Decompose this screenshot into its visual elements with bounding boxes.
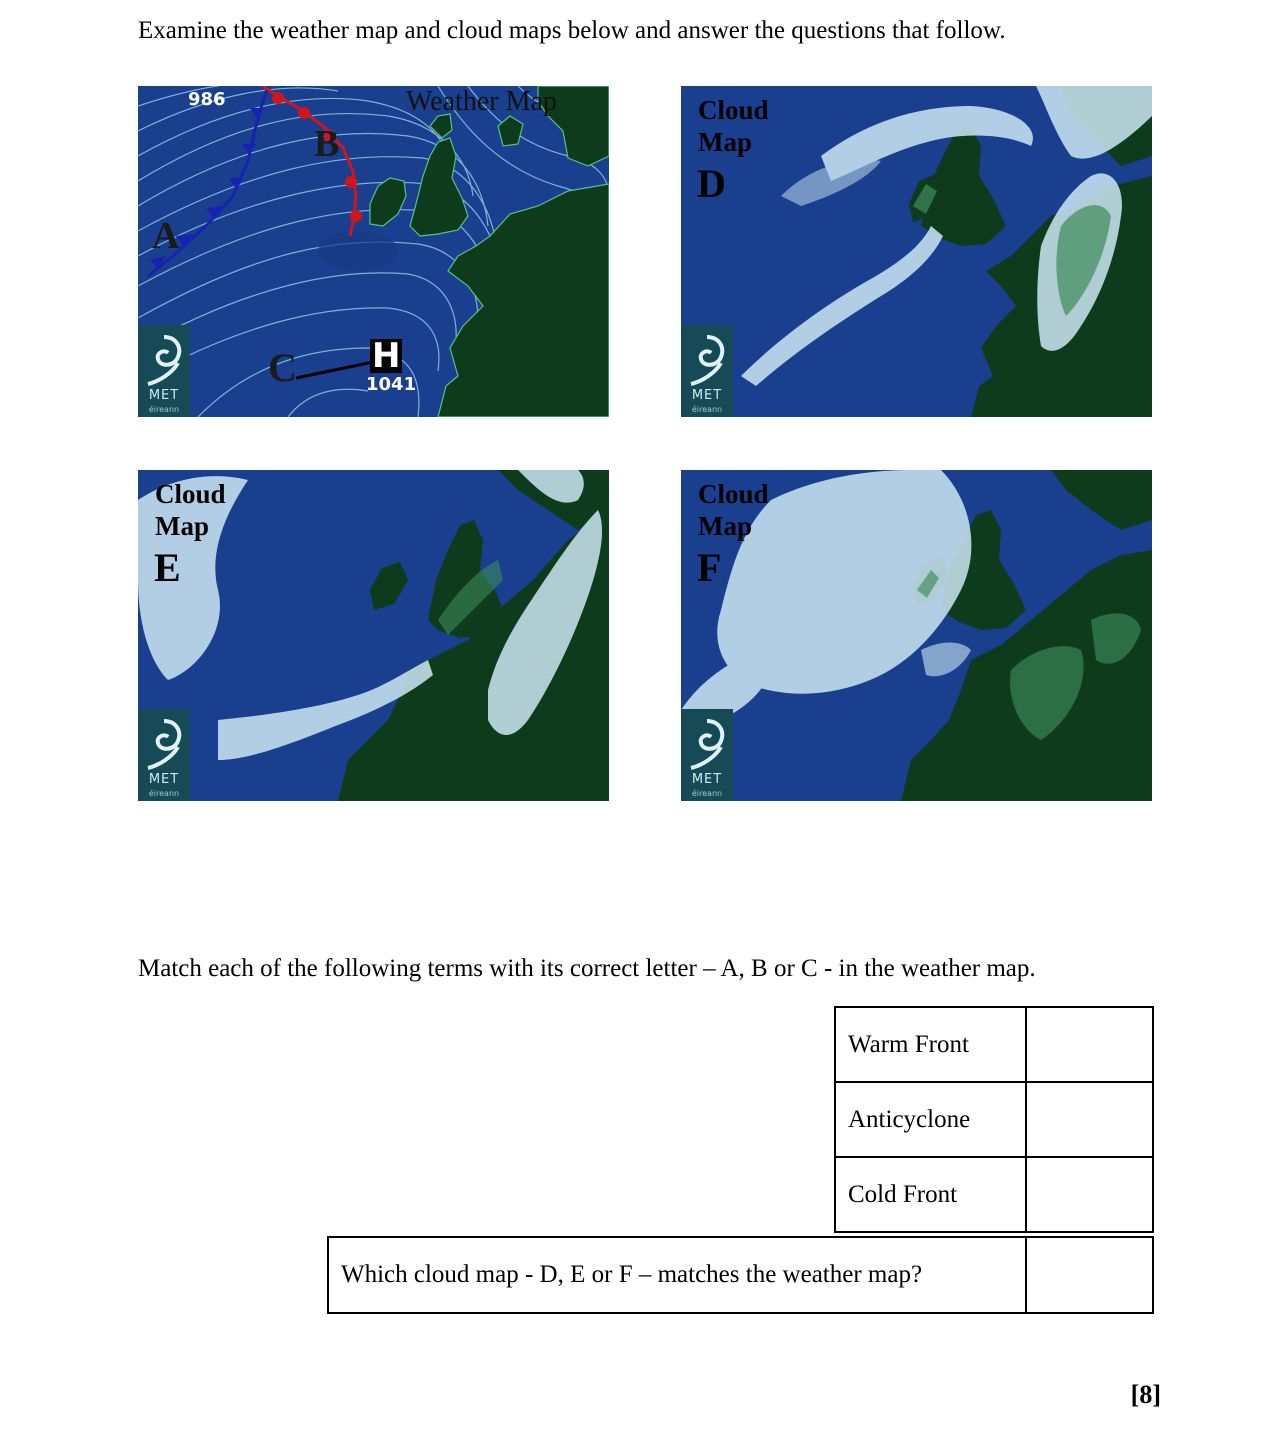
question-table <box>327 1236 1154 1314</box>
logo-text: MET <box>691 388 723 403</box>
swirl-icon <box>138 713 190 773</box>
logo-text: MET <box>691 772 723 787</box>
label-c: C <box>268 345 297 390</box>
cloud-map-f-title <box>698 478 769 542</box>
logo-subtext: éireann <box>148 405 180 414</box>
term-label: Warm Front <box>835 1007 1026 1082</box>
cloud-map-f-panel <box>681 470 1152 801</box>
met-eireann-logo <box>681 709 733 801</box>
low-pressure-value: 986 <box>188 89 226 110</box>
swirl-icon <box>681 713 733 773</box>
table-row <box>835 1157 1153 1232</box>
answer-cell[interactable] <box>1026 1082 1153 1157</box>
answer-cell[interactable] <box>1026 1007 1153 1082</box>
title-line-2: Map <box>155 511 209 541</box>
cloud-map-d-title <box>698 94 769 158</box>
cloud-map-f-letter: F <box>697 545 722 590</box>
table-row <box>835 1082 1153 1157</box>
match-instruction: Match each of the following terms with its correct letter – A, B or C - in the weather map. <box>138 955 1036 982</box>
high-pressure-symbol: H <box>372 336 401 376</box>
logo-text: MET <box>148 388 180 403</box>
title-line-2: Map <box>698 127 752 157</box>
marks-total: [8] <box>1130 1380 1161 1409</box>
cloud-map-e-title <box>155 478 226 542</box>
high-pressure-value: 1041 <box>366 374 417 395</box>
label-a: A <box>152 215 180 257</box>
logo-text: MET <box>148 772 180 787</box>
logo-subtext: éireann <box>691 405 723 414</box>
weather-map-title: Weather Map <box>406 86 557 117</box>
logo-subtext: éireann <box>691 789 723 798</box>
met-eireann-logo <box>681 325 733 417</box>
intro-instruction: Examine the weather map and cloud maps below and answer the questions that follow. <box>138 17 1006 44</box>
term-label: Anticyclone <box>835 1082 1026 1157</box>
met-eireann-logo <box>138 709 190 801</box>
cloud-map-e-panel <box>138 470 609 801</box>
term-label: Cold Front <box>835 1157 1026 1232</box>
question-label: Which cloud map - D, E or F – matches the weather map? <box>328 1237 1026 1313</box>
weather-map-panel <box>138 86 609 417</box>
answer-cell[interactable] <box>1026 1237 1153 1313</box>
answer-cell[interactable] <box>1026 1157 1153 1232</box>
table-row <box>328 1237 1153 1313</box>
title-line-1: Cloud <box>155 479 226 509</box>
title-line-1: Cloud <box>698 479 769 509</box>
logo-subtext: éireann <box>148 789 180 798</box>
cloud-map-d-letter: D <box>697 161 726 206</box>
title-line-1: Cloud <box>698 95 769 125</box>
table-row <box>835 1007 1153 1082</box>
cloud-map-d-panel <box>681 86 1152 417</box>
swirl-icon <box>681 329 733 389</box>
terms-table <box>834 1006 1154 1233</box>
label-b: B <box>314 123 340 165</box>
cloud-map-e-letter: E <box>154 545 181 590</box>
met-eireann-logo <box>138 325 190 417</box>
swirl-icon <box>138 329 190 389</box>
title-line-2: Map <box>698 511 752 541</box>
